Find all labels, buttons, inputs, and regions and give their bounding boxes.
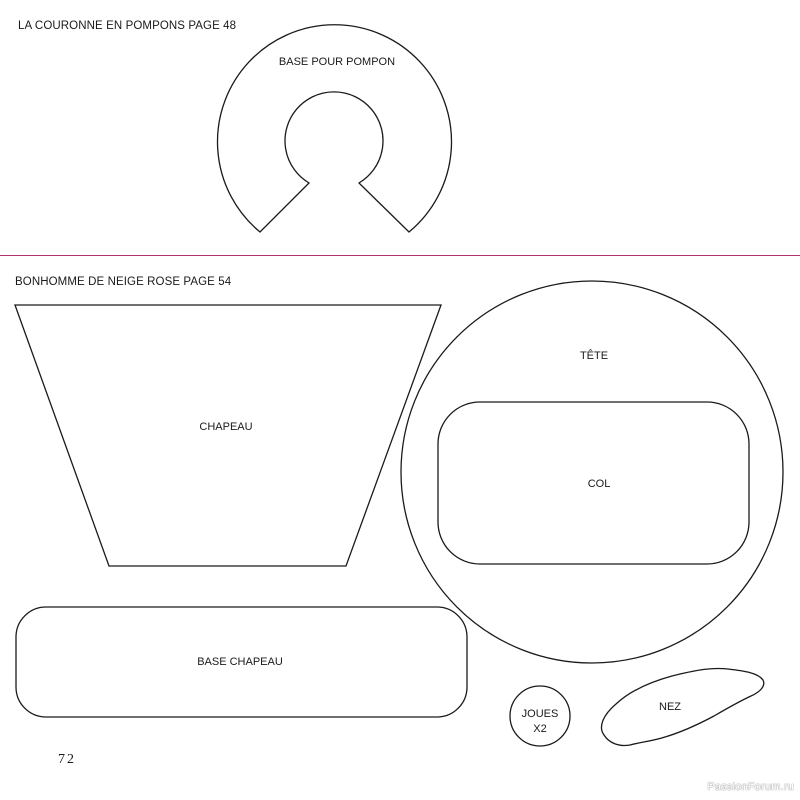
tete-label: TÊTE xyxy=(579,350,609,362)
piece-base-pour-pompon xyxy=(218,25,452,232)
piece-nez xyxy=(601,668,763,745)
piece-joues xyxy=(510,686,570,746)
watermark: PassionForum.ru xyxy=(707,781,794,793)
chapeau-outline xyxy=(15,305,441,566)
section-title-bonhomme: BONHOMME DE NEIGE ROSE PAGE 54 xyxy=(15,276,232,288)
page-number: 72 xyxy=(58,752,76,767)
col-label: COL xyxy=(587,478,611,490)
joues-label-line1: JOUES xyxy=(521,708,559,720)
piece-base-chapeau xyxy=(16,607,467,717)
chapeau-label: CHAPEAU xyxy=(199,421,253,433)
nez-label: NEZ xyxy=(659,701,681,713)
joues-label-line2: X2 xyxy=(533,723,547,735)
piece-col xyxy=(438,402,749,564)
base-pour-pompon-label: BASE POUR POMPON xyxy=(278,56,396,68)
piece-chapeau xyxy=(15,305,441,566)
base-chapeau-label: BASE CHAPEAU xyxy=(197,656,283,668)
section-title-couronne: LA COURONNE EN POMPONS PAGE 48 xyxy=(18,20,237,32)
nez-outline xyxy=(601,668,763,745)
